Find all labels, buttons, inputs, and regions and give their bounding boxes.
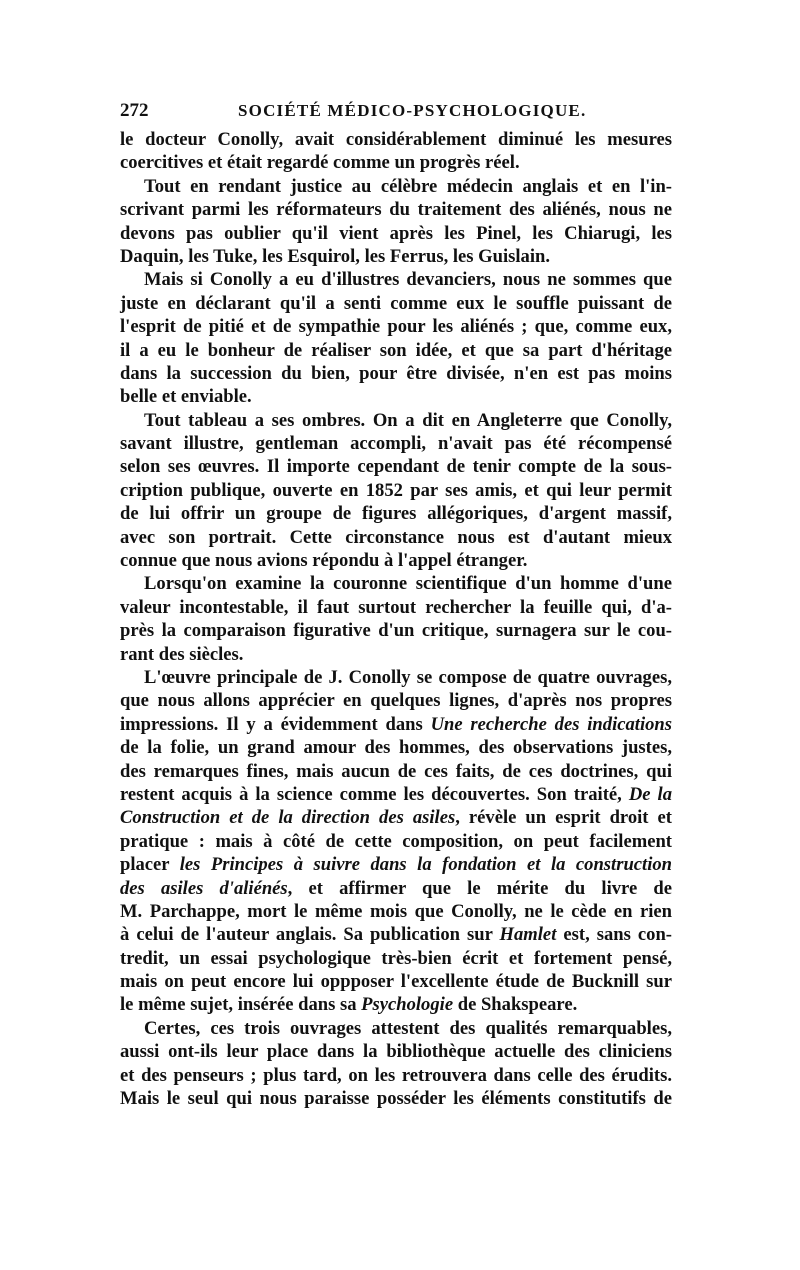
text-line: avec son portrait. Cette circonstance nous est d'autant mieux (120, 526, 672, 548)
text-line: M. Parchappe, mort le même mois que Conolly, ne le cède en rien (120, 900, 672, 922)
text-line: coercitives et était regardé comme un progrès réel. (120, 152, 520, 174)
text-line: placer les Principes à suivre dans la fondation et la construction (120, 854, 673, 876)
text-line: à celui de l'auteur anglais. Sa publication sur Hamlet est, sans con- (120, 924, 672, 946)
text-line: pratique : mais à côté de cette composition, on peut facilement (120, 830, 672, 852)
text-line: de la folie, un grand amour des hommes, des observations justes, (120, 737, 672, 759)
text-line: de lui offrir un groupe de figures allégoriques, d'argent massif, (120, 503, 672, 525)
text-line: près la comparaison figurative d'un critique, surnagera sur le cou- (120, 620, 672, 642)
italic-title: De la (628, 783, 672, 805)
text-line: le même sujet, insérée dans sa Psychologie de Shakspeare. (120, 994, 578, 1016)
text-line: connue que nous avions répondu à l'appel étranger. (120, 550, 528, 572)
text-line: Daquin, les Tuke, les Esquirol, les Ferrus, les Guislain. (120, 245, 550, 267)
text-line: selon ses œuvres. Il importe cependant de tenir compte de la sous- (120, 456, 672, 478)
text-line: Lorsqu'on examine la couronne scientifique d'un homme d'une (144, 573, 672, 595)
page-header (120, 96, 672, 126)
text-line: valeur incontestable, il faut surtout rechercher la feuille qui, d'a- (120, 596, 672, 618)
text-line: tredit, un essai psychologique très-bien écrit et fortement pensé, (120, 947, 672, 969)
italic-title: Hamlet (499, 924, 557, 946)
text-line: Tout en rendant justice au célèbre médecin anglais et en l'in- (144, 175, 672, 197)
text-line: mais on peut encore lui oppposer l'excellente étude de Bucknill sur (120, 971, 672, 993)
text-line: scrivant parmi les réformateurs du traitement des aliénés, nous ne (120, 199, 672, 221)
text-line: L'œuvre principale de J. Conolly se compose de quatre ouvrages, (144, 666, 672, 688)
text-line: des asiles d'aliénés, et affirmer que le mérite du livre de (120, 877, 672, 899)
page-number: 272 (120, 100, 149, 121)
text-line: restent acquis à la science comme les découvertes. Son traité, De la (120, 783, 672, 805)
text-line: dans la succession du bien, pour être divisée, n'en est pas moins (120, 362, 672, 384)
body-text (120, 128, 672, 1110)
text-line: juste en déclarant qu'il a senti comme eux le souffle puissant de (120, 292, 672, 314)
text-line: Mais le seul qui nous paraisse posséder les éléments constitutifs de (120, 1088, 672, 1110)
text-line: Tout tableau a ses ombres. On a dit en Angleterre que Conolly, (144, 409, 672, 431)
italic-title: des asiles d'aliénés (120, 877, 288, 899)
text-line: l'esprit de pitié et de sympathie pour les aliénés ; que, comme eux, (120, 316, 672, 338)
text-line: Certes, ces trois ouvrages attestent des qualités remarquables, (144, 1017, 672, 1039)
italic-title: Une recherche des indications (430, 713, 672, 735)
text-line: cription publique, ouverte en 1852 par ses amis, et qui leur permit (120, 479, 672, 501)
italic-title: les Principes à suivre dans la fondation et la construction (179, 854, 673, 876)
text-line: Mais si Conolly a eu d'illustres devanciers, nous ne sommes que (144, 269, 672, 291)
text-line: rant des siècles. (120, 643, 244, 665)
text-line: savant illustre, gentleman accompli, n'avait pas été récompensé (120, 433, 672, 455)
italic-title: Construction et de la direction des asiles (120, 807, 456, 829)
text-line: et des penseurs ; plus tard, on les retrouvera dans celle des érudits. (120, 1064, 672, 1086)
text-line: aussi ont-ils leur place dans la bibliothèque actuelle des cliniciens (120, 1041, 672, 1063)
italic-title: Psychologie (361, 994, 454, 1016)
text-line: il a eu le bonheur de réaliser son idée, et que sa part d'héritage (120, 339, 672, 361)
text-line: impressions. Il y a évidemment dans Une recherche des indications (120, 713, 672, 735)
text-line: belle et enviable. (120, 386, 252, 408)
text-line: devons pas oublier qu'il vient après les Pinel, les Chiarugi, les (120, 222, 672, 244)
text-line: le docteur Conolly, avait considérablement diminué les mesures (120, 129, 672, 150)
text-line: Construction et de la direction des asiles, révèle un esprit droit et (120, 807, 672, 829)
text-line: que nous allons apprécier en quelques lignes, d'après nos propres (120, 690, 672, 712)
running-title: SOCIÉTÉ MÉDICO-PSYCHOLOGIQUE. (238, 101, 587, 120)
text-line: des remarques fines, mais aucun de ces faits, de ces doctrines, qui (120, 760, 672, 782)
